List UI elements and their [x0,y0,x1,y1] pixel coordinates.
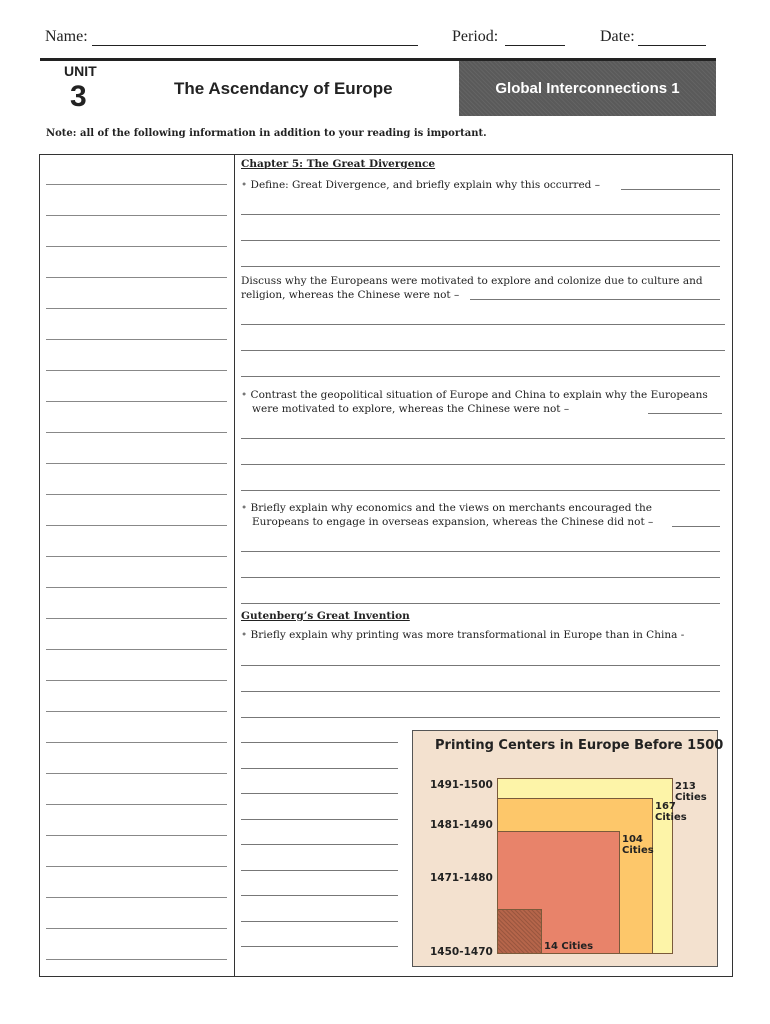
course-title: Global Interconnections 1 [495,80,680,97]
note-line[interactable] [46,370,227,371]
note-line[interactable] [46,897,227,898]
answer-line[interactable] [241,819,398,820]
gutenberg-heading: Gutenberg’s Great Invention [241,610,410,622]
value-unit: Cities [675,792,707,803]
category-label: 1491-1500 [430,779,493,791]
value-label: 14 Cities [544,941,594,952]
question-4-text: Briefly explain why economics and the views on merchants encouraged the Europeans to engage in overseas expansion, whereas the Chinese did not – [250,502,654,528]
answer-line[interactable] [241,946,398,947]
note-line[interactable] [46,463,227,464]
answer-line[interactable] [241,742,398,743]
answer-line[interactable] [621,189,720,190]
answer-line[interactable] [241,665,720,666]
question-2 [241,274,729,302]
note-line[interactable] [46,308,227,309]
value-unit: Cities [655,812,687,823]
note-line[interactable] [46,773,227,774]
answer-line[interactable] [241,438,725,439]
bar-1450-1470 [497,909,542,954]
bullet: • [241,629,248,641]
question-5-text: Briefly explain why printing was more transformational in Europe than in China - [250,629,685,641]
note-line[interactable] [46,215,227,216]
answer-line[interactable] [241,464,725,465]
note-line[interactable] [46,556,227,557]
answer-line[interactable] [241,691,720,692]
answer-line[interactable] [241,603,720,604]
category-label: 1471-1480 [430,872,493,884]
value-number: 167 [655,801,676,812]
value-label [675,781,707,803]
note-text: Note: all of the following information in addition to your reading is important. [46,128,487,139]
answer-line[interactable] [241,350,725,351]
period-field[interactable] [505,45,565,46]
value-unit: Cities [622,845,654,856]
answer-line[interactable] [241,376,720,377]
answer-line[interactable] [241,490,720,491]
unit-number: 3 [70,80,87,113]
answer-line[interactable] [241,844,398,845]
bullet: • [241,389,248,401]
answer-line[interactable] [241,895,398,896]
answer-line[interactable] [241,240,720,241]
note-line[interactable] [46,184,227,185]
name-field[interactable] [92,45,418,46]
question-1-text: Define: Great Divergence, and briefly explain why this occurred – [250,179,600,191]
note-line[interactable] [46,339,227,340]
note-line[interactable] [46,804,227,805]
note-line[interactable] [46,401,227,402]
note-line[interactable] [46,494,227,495]
category-label: 1450-1470 [430,946,493,958]
answer-line[interactable] [241,768,398,769]
answer-line[interactable] [241,551,720,552]
bullet: • [241,179,248,191]
value-number: 213 [675,781,696,792]
answer-line[interactable] [241,793,398,794]
unit-label: UNIT [64,63,97,79]
period-label: Period: [452,28,499,45]
course-banner [459,58,716,116]
column-divider [234,154,235,977]
category-label: 1481-1490 [430,819,493,831]
answer-line[interactable] [241,870,398,871]
answer-line[interactable] [241,214,720,215]
answer-line[interactable] [241,266,720,267]
note-line[interactable] [46,246,227,247]
answer-line[interactable] [241,717,720,718]
date-field[interactable] [638,45,706,46]
answer-line[interactable] [672,526,720,527]
answer-line[interactable] [470,299,720,300]
note-line[interactable] [46,618,227,619]
question-3-text: Contrast the geopolitical situation of Europe and China to explain why the Europeans were motivated to explore, whereas the Chinese were not – [250,389,708,415]
note-line[interactable] [46,928,227,929]
note-line[interactable] [46,525,227,526]
answer-line[interactable] [241,324,725,325]
value-label [655,801,687,823]
note-line[interactable] [46,866,227,867]
note-line[interactable] [46,587,227,588]
chart-title: Printing Centers in Europe Before 1500 [435,738,724,753]
note-line[interactable] [46,680,227,681]
note-line[interactable] [46,835,227,836]
question-4 [241,501,711,529]
note-line[interactable] [46,649,227,650]
note-line[interactable] [46,742,227,743]
question-3 [241,388,711,416]
note-line[interactable] [46,959,227,960]
bullet: • [241,502,248,514]
unit-title: The Ascendancy of Europe [174,79,393,98]
answer-line[interactable] [241,921,398,922]
note-line[interactable] [46,432,227,433]
date-label: Date: [600,28,635,45]
note-line[interactable] [46,711,227,712]
chapter-5-heading: Chapter 5: The Great Divergence [241,158,436,170]
question-5 [241,628,723,642]
answer-line[interactable] [648,413,722,414]
answer-line[interactable] [241,577,720,578]
name-label: Name: [45,28,88,45]
value-label [622,834,654,856]
note-line[interactable] [46,277,227,278]
question-2-text: Discuss why the Europeans were motivated to explore and colonize due to culture and religion, whereas the Chinese were not – [241,275,703,301]
value-number: 104 [622,834,643,845]
